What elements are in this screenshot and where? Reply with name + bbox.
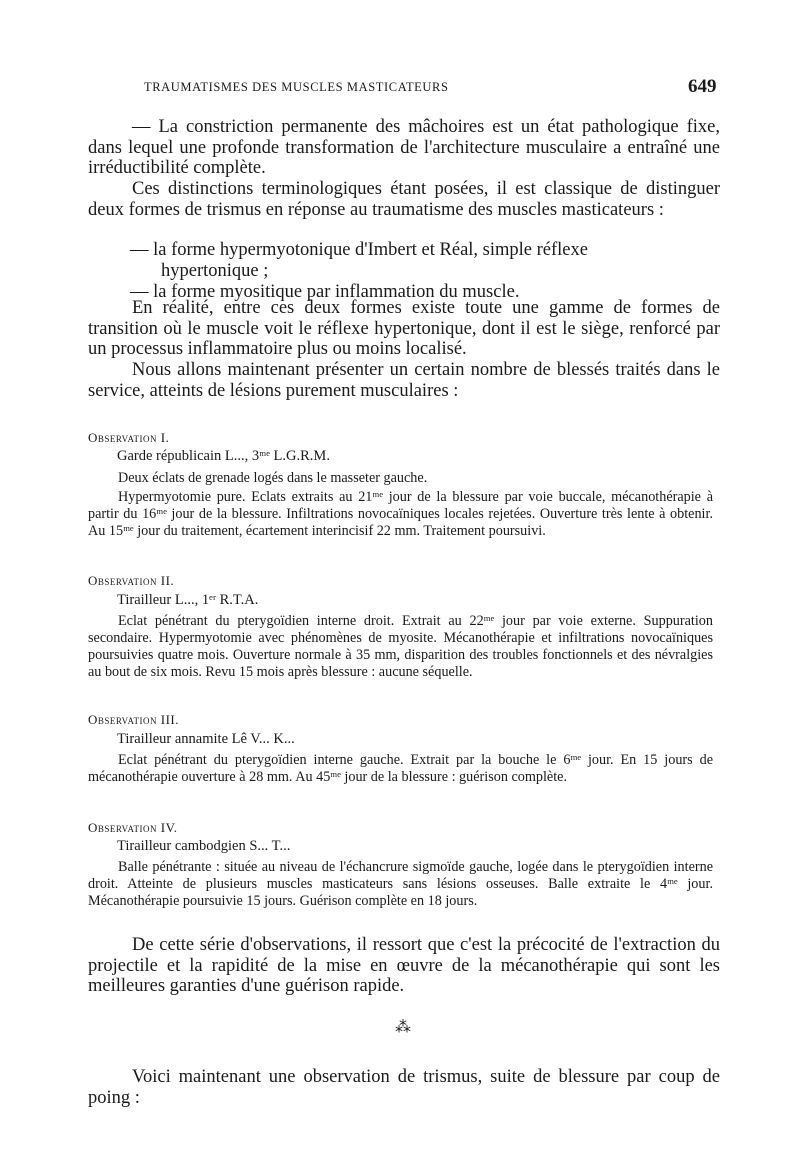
list-item-hypermyotonique bbox=[130, 240, 720, 281]
page-number: 649 bbox=[688, 76, 717, 97]
paragraph-conclusion: De cette série d'observations, il ressort que c'est la précocité de l'extraction du projectile et la rapidité de la mise en œuvre de la mécanothérapie qui sont les meilleures garanties d'une guérison rapide. bbox=[88, 935, 720, 997]
observation-label: Observation I. bbox=[88, 430, 170, 445]
list-item-myositique: — la forme myositique par inflammation du muscle. bbox=[130, 282, 520, 302]
observation-text: Balle pénétrante : située au niveau de l'échancrure sigmoïde gauche, logée dans le pterygoïdien interne droit. Atteinte de plusieurs muscles masticateurs sans lésions osseuses. Balle extraite le 4ᵐᵉ jour. Mécanothérapie poursuivie 15 jours. Guérison complète en 18 jours. bbox=[88, 859, 713, 910]
running-title: TRAUMATISMES DES MUSCLES MASTICATEURS bbox=[144, 80, 449, 94]
observation-label: Observation IV. bbox=[88, 820, 178, 835]
list-item-text: — la forme hypermyotonique d'Imbert et Réal, simple réflexe bbox=[130, 240, 588, 260]
observation-patient: Tirailleur cambodgien S... T... bbox=[117, 838, 291, 854]
observation-heading bbox=[88, 573, 174, 589]
observation-heading bbox=[88, 820, 178, 836]
paragraph-voici: Voici maintenant une observation de trismus, suite de blessure par coup de poing : bbox=[88, 1067, 720, 1108]
paragraph-distinctions: Ces distinctions terminologiques étant posées, il est classique de distinguer deux formes de trismus en réponse au traumatisme des muscles masticateurs : bbox=[88, 179, 720, 220]
observation-patient: Tirailleur annamite Lê V... K... bbox=[117, 731, 295, 747]
paragraph-nous-allons: Nous allons maintenant présenter un certain nombre de blessés traités dans le service, atteints de lésions purement musculaires : bbox=[88, 360, 720, 401]
observation-text: Eclat pénétrant du pterygoïdien interne gauche. Extrait par la bouche le 6ᵐᵉ jour. En 15 jours de mécanothérapie ouverture à 28 mm. Au 45ᵐᵉ jour de la blessure : guérison complète. bbox=[88, 752, 713, 786]
observation-heading bbox=[88, 712, 179, 728]
observation-patient: Garde républicain L..., 3ᵐᵉ L.G.R.M. bbox=[117, 448, 330, 464]
observation-label: Observation III. bbox=[88, 712, 179, 727]
observation-text: Hypermyotomie pure. Eclats extraits au 21ᵐᵉ jour de la blessure par voie buccale, mécanothérapie à partir du 16ᵐᵉ jour de la blessure. Infiltrations novocaïniques locales rejetées. Ouverture très lente à obtenir. Au 15ᵐᵉ jour du traitement, écartement interincisif 22 mm. Traitement poursuivi. bbox=[88, 489, 713, 540]
paragraph-constriction: — La constriction permanente des mâchoires est un état pathologique fixe, dans lequel une profonde transformation de l'architecture musculaire a entraîné une irréductibilité complète. bbox=[88, 117, 720, 179]
observation-heading bbox=[88, 430, 169, 446]
asterism: ⁂ bbox=[395, 1017, 411, 1036]
observation-text: Deux éclats de grenade logés dans le masseter gauche. bbox=[118, 470, 428, 486]
observation-text: Eclat pénétrant du pterygoïdien interne droit. Extrait au 22ᵐᵉ jour par voie externe. Suppuration secondaire. Hypermyotomie avec phénomènes de myosite. Mécanothérapie et infiltrations novocaïniques poursuivies quatre mois. Ouverture normale à 35 mm, disparition des troubles fonctionnels et des névralgies au bout de six mois. Revu 15 mois après blessure : aucune séquelle. bbox=[88, 613, 713, 681]
observation-patient: Tirailleur L..., 1ᵉʳ R.T.A. bbox=[117, 592, 259, 608]
observation-label: Observation II. bbox=[88, 573, 175, 588]
paragraph-en-realite: En réalité, entre ces deux formes existe toute une gamme de formes de transition où le muscle voit le réflexe hypertonique, dont il est le siège, renforcé par un processus inflammatoire plus ou moins localisé. bbox=[88, 298, 720, 360]
list-item-continuation: hypertonique ; bbox=[161, 260, 269, 281]
